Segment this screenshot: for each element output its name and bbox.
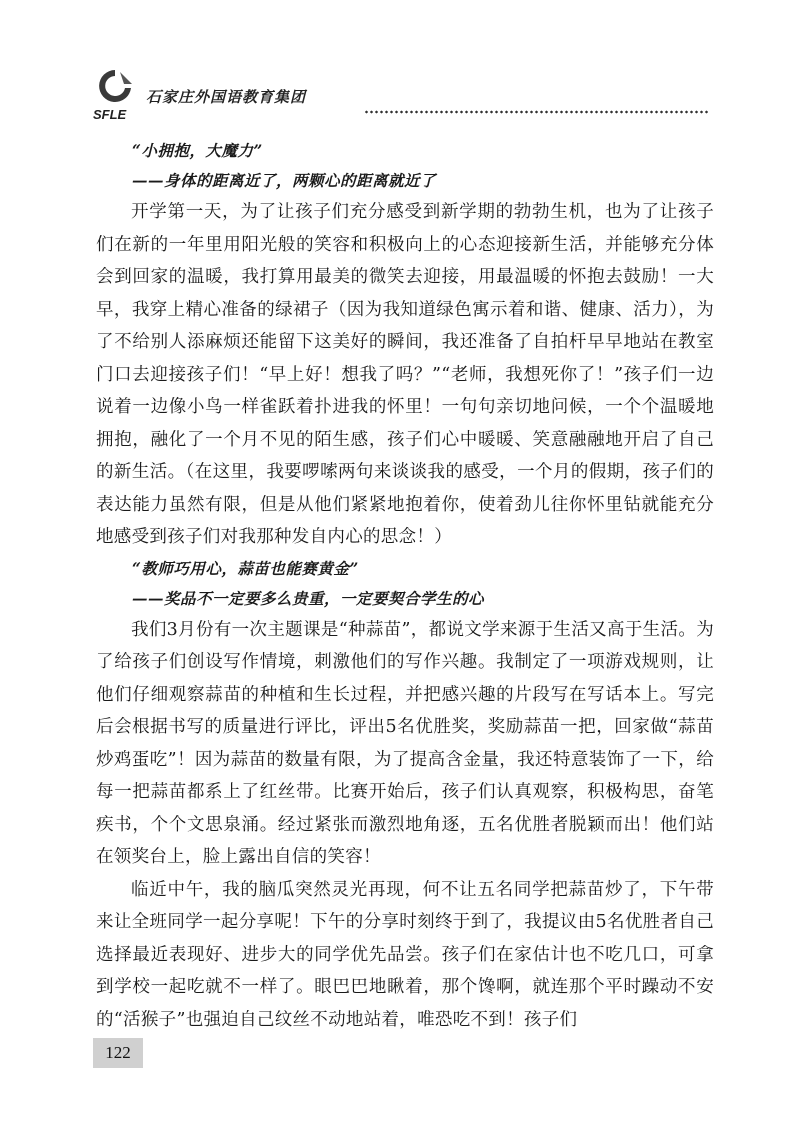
section-subtitle: ——身体的距离近了，两颗心的距离就近了 bbox=[132, 171, 437, 190]
organization-name: 石家庄外国语教育集团 bbox=[146, 88, 307, 106]
body-paragraph: 临近中午，我的脑瓜突然灵光再现，何不让五名同学把蒜苗炒了，下午带来让全班同学一起分享呢！下午的分享时刻终于到了，我提议由5名优胜者自己选择最近表现好、进步大的同学优先品尝。孩子们在家估计也不吃几口，可拿到学校一起吃就不一样了。眼巴巴地瞅着，那个馋啊，就连那个平时躁动不安的“活猴子”也强迫自己纹丝不动地站着，唯恐吃不到！孩子们 bbox=[96, 879, 714, 1030]
logo-text: SFLE bbox=[93, 107, 127, 122]
section-title: “小拥抱，大魔力” bbox=[132, 141, 263, 160]
body-paragraph: 我们3月份有一次主题课是“种蒜苗”，都说文学来源于生活又高于生活。为了给孩子们创设写作情境，刺激他们的写作兴趣。我制定了一项游戏规则，让他们仔细观察蒜苗的种植和生长过程，并把感兴趣的片段写在写话本上。写完后会根据书写的质量进行评比，评出5名优胜奖，奖励蒜苗一把，回家做“蒜苗炒鸡蛋吃”！因为蒜苗的数量有限，为了提高含金量，我还特意装饰了一下，给每一把蒜苗都系上了红丝带。比赛开始后，孩子们认真观察，积极构思，奋笔疾书，个个文思泉涌。经过紧张而激烈地角逐，五名优胜者脱颖而出！他们站在领奖台上，脸上露出自信的笑容！ bbox=[96, 619, 714, 867]
section-subtitle: ——奖品不一定要多么贵重，一定要契合学生的心 bbox=[132, 588, 485, 608]
page-number: 122 bbox=[93, 1038, 143, 1068]
page-body bbox=[96, 136, 714, 1036]
body-paragraph: 开学第一天，为了让孩子们充分感受到新学期的勃勃生机，也为了让孩子们在新的一年里用阳光般的笑容和积极向上的心态迎接新生活，并能够充分体会到回家的温暖，我打算用最美的微笑去迎接，用最温暖的怀抱去鼓励！一大早，我穿上精心准备的绿裙子（因为我知道绿色寓示着和谐、健康、活力），为了不给别人添麻烦还能留下这美好的瞬间，我还准备了自拍杆早早地站在教室门口去迎接孩子们！“早上好！想我了吗？”“老师，我想死你了！”孩子们一边说着一边像小鸟一样雀跃着扑进我的怀里！一句句亲切地问候，一个个温暖地拥抱，融化了一个月不见的陌生感，孩子们心中暖暖、笑意融融地开启了自己的新生活。（在这里，我要啰嗦两句来谈谈我的感受，一个月的假期，孩子们的表达能力虽然有限，但是从他们紧紧地抱着你，使着劲儿往你怀里钻就能充分地感受到孩子们对我那种发自内心的思念！） bbox=[96, 202, 714, 547]
header-dotted-rule bbox=[364, 109, 710, 115]
sfle-logo bbox=[92, 66, 138, 122]
section-title: “教师巧用心，蒜苗也能赛黄金” bbox=[132, 558, 359, 578]
